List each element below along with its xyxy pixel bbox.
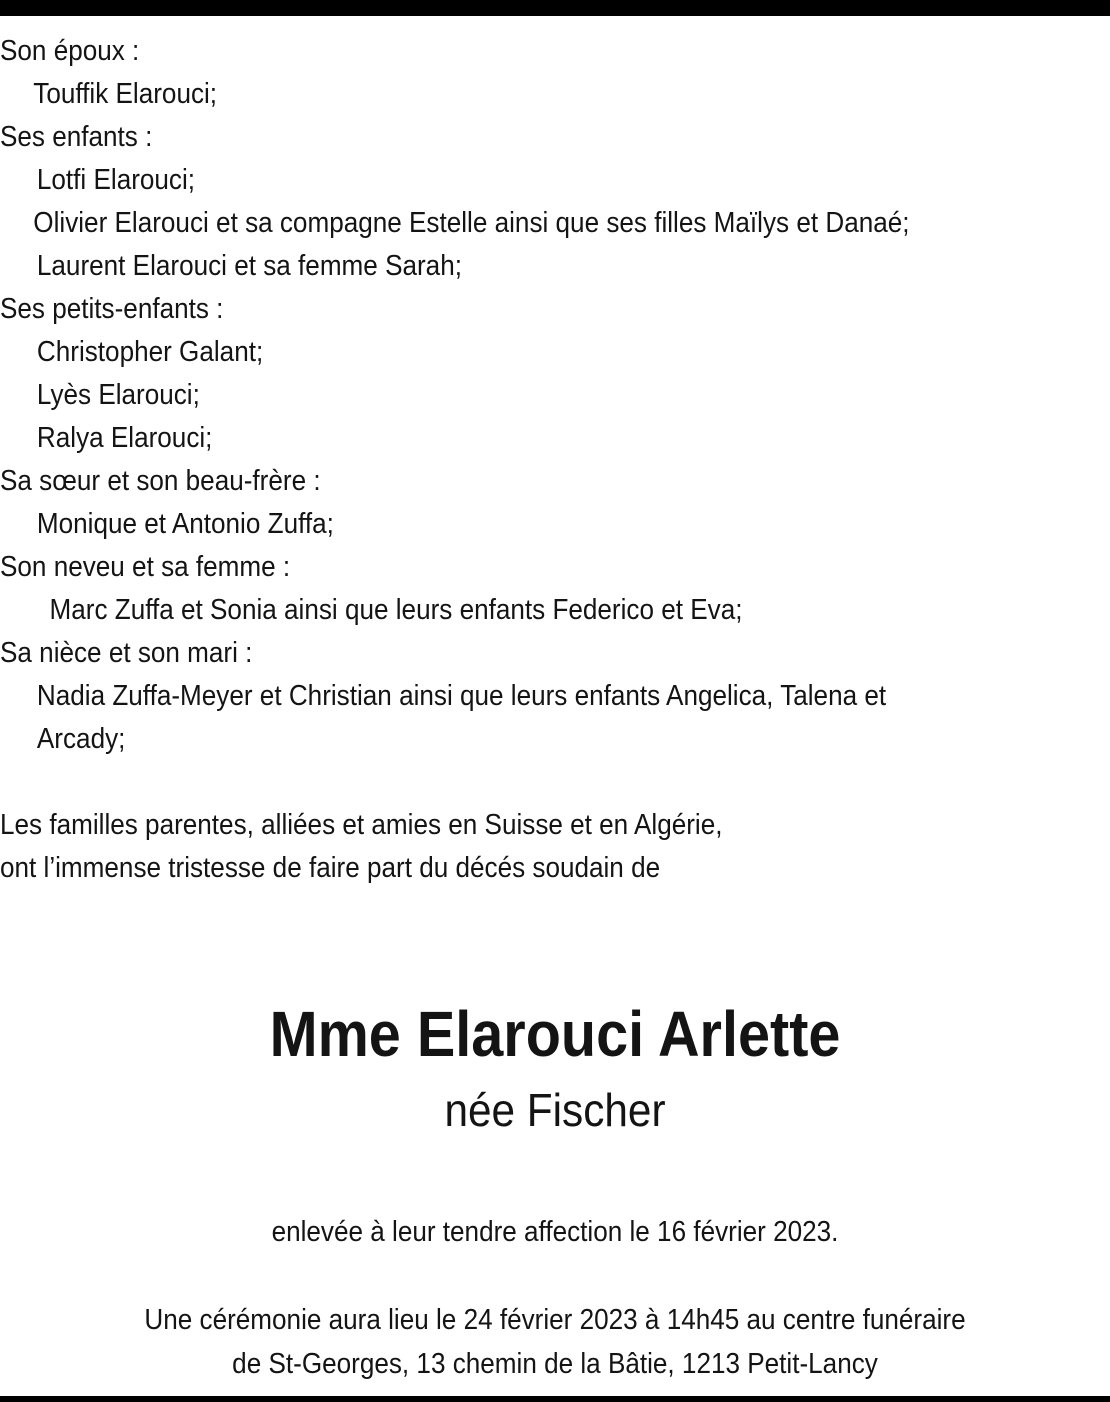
niece-heading: Sa nièce et son mari : [0, 637, 253, 669]
announcement-line: ont l’immense tristesse de faire part du décés soudain de [0, 852, 661, 884]
child-name: Olivier Elarouci et sa compagne Estelle ainsi que ses filles Maïlys et Danaé; [33, 207, 910, 239]
grandchild-name: Lyès Elarouci; [36, 379, 200, 411]
deceased-name: Mme Elarouci Arlette [269, 998, 841, 1070]
sister-names: Monique et Antonio Zuffa; [36, 508, 334, 540]
spouse-name: Touffik Elarouci; [33, 78, 218, 110]
announcement-line: Les familles parentes, alliées et amies en Suisse et en Algérie, [0, 809, 723, 841]
maiden-name: née Fischer [444, 1084, 666, 1136]
grandchildren-heading: Ses petits-enfants : [0, 293, 224, 325]
family-list [0, 30, 1110, 890]
grandchild-name: Christopher Galant; [36, 336, 264, 368]
ceremony-info [56, 1298, 1055, 1386]
child-name: Laurent Elarouci et sa femme Sarah; [36, 250, 462, 282]
grandchild-name: Ralya Elarouci; [36, 422, 213, 454]
niece-names-continued: Arcady; [36, 723, 126, 755]
top-rule [0, 0, 1110, 16]
children-heading: Ses enfants : [0, 121, 153, 153]
spacer [0, 761, 1110, 804]
bottom-rule [0, 1396, 1110, 1402]
passing-date: enlevée à leur tendre affection le 16 février 2023. [271, 1216, 839, 1248]
nephew-heading: Son neveu et sa femme : [0, 551, 291, 583]
spouse-heading: Son époux : [0, 35, 140, 67]
ceremony-line: de St-Georges, 13 chemin de la Bâtie, 1213 Petit-Lancy [232, 1348, 878, 1380]
child-name: Lotfi Elarouci; [36, 164, 196, 196]
nephew-names: Marc Zuffa et Sonia ainsi que leurs enfants Federico et Eva; [49, 594, 743, 626]
sister-heading: Sa sœur et son beau-frère : [0, 465, 321, 497]
niece-names: Nadia Zuffa-Meyer et Christian ainsi que leurs enfants Angelica, Talena et [36, 680, 887, 712]
ceremony-line: Une cérémonie aura lieu le 24 février 2023 à 14h45 au centre funéraire [144, 1304, 966, 1336]
